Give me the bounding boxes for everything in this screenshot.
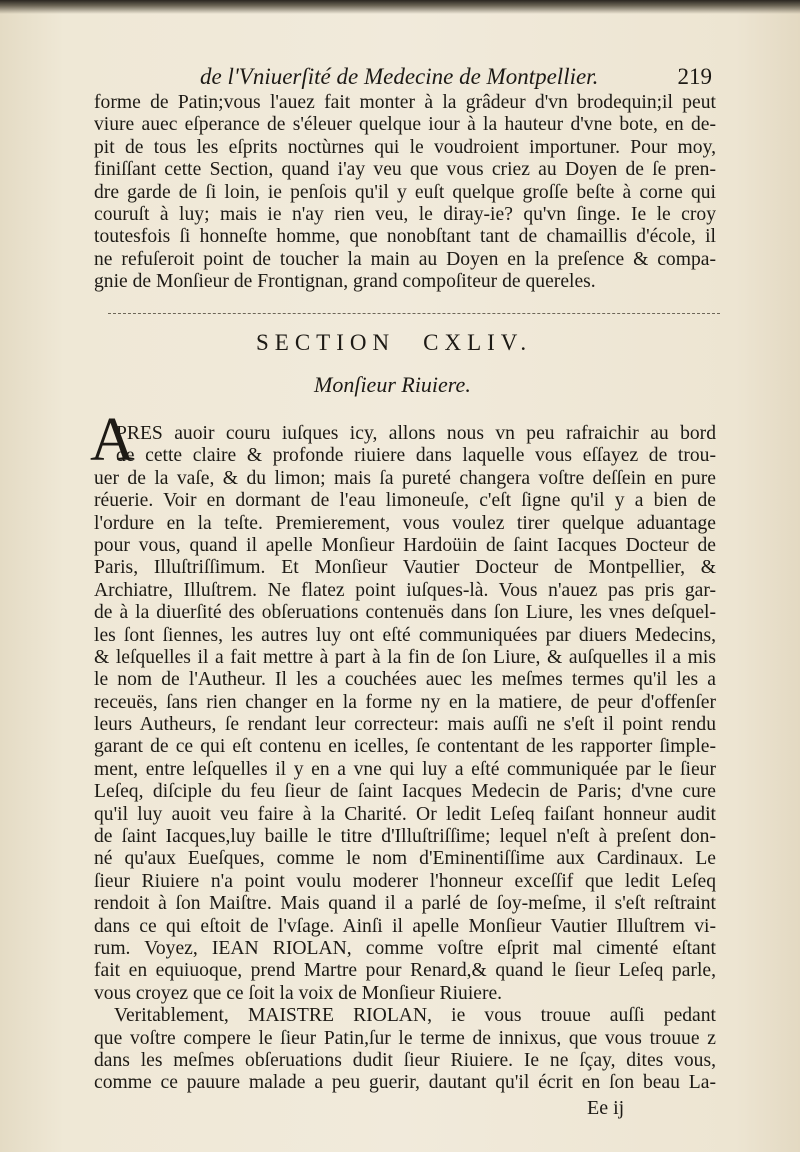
- text-line: toutesfois ſi honneſte homme, que nonobſtant tant de chamaillis d'école, il: [94, 226, 716, 248]
- text-line: le nom de l'Autheur. Il les a couchées auec les meſmes termes qu'il les a: [94, 669, 716, 691]
- text-line: pour vous, quand il apelle Monſieur Hardoüin de ſaint Iacques Docteur de: [94, 534, 716, 556]
- text-line: Leſeq, diſciple du feu ſieur de ſaint Iacques Medecin de Paris; d'vne cure: [94, 781, 716, 803]
- running-head: [200, 64, 720, 94]
- body-text: [94, 423, 716, 1095]
- text-line: viure auec eſperance de s'éleuer quelque iour à la hauteur d'vne bote, en de-: [94, 114, 716, 136]
- text-line: dre garde de ſi loin, ie penſois qu'il y euſt quelque groſſe beſte à corne qui: [94, 181, 716, 203]
- text-line: Paris, Illuſtriſſimum. Et Monſieur Vautier Docteur de Montpellier, &: [94, 557, 716, 579]
- text-line: leurs Autheurs, ſe rendant leur correcteur: mais auſſi ne s'eſt il point rendu: [94, 714, 716, 736]
- section-number: CXLIV.: [423, 330, 533, 355]
- text-line: de ſaint Iacques,luy baille le titre d'Illuſtriſſime; lequel n'eſt à preſent don-: [94, 826, 716, 848]
- drop-cap: A: [90, 406, 135, 474]
- text-line: fait en equiuoque, prend Martre pour Renard,& quand le ſieur Leſeq parle,: [94, 960, 716, 982]
- text-line: Veritablement, MAISTRE RIOLAN, ie vous trouue auſſi pedant: [114, 1005, 716, 1027]
- text-line: forme de Patin;vous l'auez fait monter à la grâdeur d'vn brodequin;il peut: [94, 92, 716, 113]
- page-number: 219: [677, 64, 712, 89]
- text-line: rum. Voyez, IEAN RIOLAN, comme voſtre eſprit mal cimenté eſtant: [94, 937, 716, 959]
- text-line: & leſquelles il a fait mettre à part à la fin de ſon Liure, & auſquelles il a mis: [94, 646, 716, 668]
- running-head-title: de l'Vniuerſité de Medecine de Montpellier.: [200, 64, 599, 89]
- text-line: finiſſant cette Section, quand i'ay veu que vous criez au Doyen de ſe pren-: [94, 159, 716, 181]
- text-line: les ſont ſiennes, les autres luy ont eſté communiquées par diuers Medecins,: [94, 624, 716, 646]
- text-line: de cette claire & profonde riuiere dans laquelle vous eſſayez de trou-: [116, 445, 716, 467]
- text-line: uer de la vaſe, & du limon; mais ſa pureté changera voſtre deſſein en pure: [94, 467, 716, 489]
- text-line: ment, entre leſquelles il y en a vne qui luy a eſté communiquée par le ſieur: [94, 758, 716, 780]
- text-line: qu'il luy auoit veu faire à la Charité. Or ledit Leſeq faiſant honneur audit: [94, 803, 716, 825]
- text-line: gnie de Monſieur de Frontignan, grand compoſiteur de quereles.: [94, 271, 596, 293]
- text-line: ſieur Riuiere n'a point voulu moderer l'honneur exceſſif que ledit Leſeq: [94, 870, 716, 892]
- text-line: garant de ce qui eſt contenu en icelles, ſe contentant de les rapporter ſimple-: [94, 736, 716, 758]
- text-line: vous croyez que ce ſoit la voix de Monſieur Riuiere.: [94, 982, 503, 1004]
- text-line: dans ce qui eſtoit de l'vſage. Ainſi il apelle Monſieur Vautier Illuſtrem vi-: [94, 915, 716, 937]
- page-edge-shadow: [0, 0, 800, 14]
- top-paragraph: [94, 92, 716, 294]
- section-label: SECTION: [256, 330, 396, 355]
- text-line: pit de tous les eſprits noctùrnes qui le voudroient importuner. Pour moy,: [94, 136, 716, 158]
- text-line: ne refuſeroit point de toucher la main au Doyen en la preſence & compa-: [94, 248, 716, 270]
- section-heading: [256, 330, 556, 356]
- text-line: né qu'aux Eueſques, comme le nom d'Eminentiſſime aux Cardinaux. Le: [94, 848, 716, 870]
- text-line: dans les meſmes obſeruations dudit ſieur Riuiere. Ie ne ſçay, dites vous,: [94, 1049, 716, 1071]
- section-subtitle: Monſieur Riuiere.: [314, 372, 471, 397]
- section-divider-rule: [108, 313, 720, 314]
- text-line: receuës, ſans rien changer en la forme ny en la matiere, de peur d'offenſer: [94, 691, 716, 713]
- catchword-signature: Ee ij: [587, 1097, 625, 1119]
- text-line: de à la diuerſité des obſeruations contenuës dans ſon Liure, les vnes deſquel-: [94, 602, 716, 624]
- text-line: Archiatre, Illuſtrem. Ne flatez point iuſques-là. Vous n'auez pas pris gar-: [94, 579, 716, 601]
- text-line: comme ce pauure malade a peu guerir, dautant qu'il écrit en ſon beau La-: [94, 1072, 716, 1094]
- text-line: PRES auoir couru iuſques icy, allons nous vn peu rafraichir au bord: [116, 423, 716, 444]
- text-line: que voſtre compere le ſieur Patin,ſur le terme de innixus, que vous trouue z: [94, 1027, 716, 1049]
- text-line: réuerie. Voir en dormant de l'eau limoneuſe, c'eſt ſigne qu'il y a bien de: [94, 490, 716, 512]
- text-line: couruſt à luy; mais ie n'ay rien veu, le diray-ie? qu'vn ſinge. Ie le croy: [94, 203, 716, 225]
- text-line: rendoit à ſon Maiſtre. Mais quand il a parlé de ſoy-meſme, il s'eſt reſtraint: [94, 893, 716, 915]
- text-line: l'ordure en la teſte. Premierement, vous voulez tirer quelque aduantage: [94, 512, 716, 534]
